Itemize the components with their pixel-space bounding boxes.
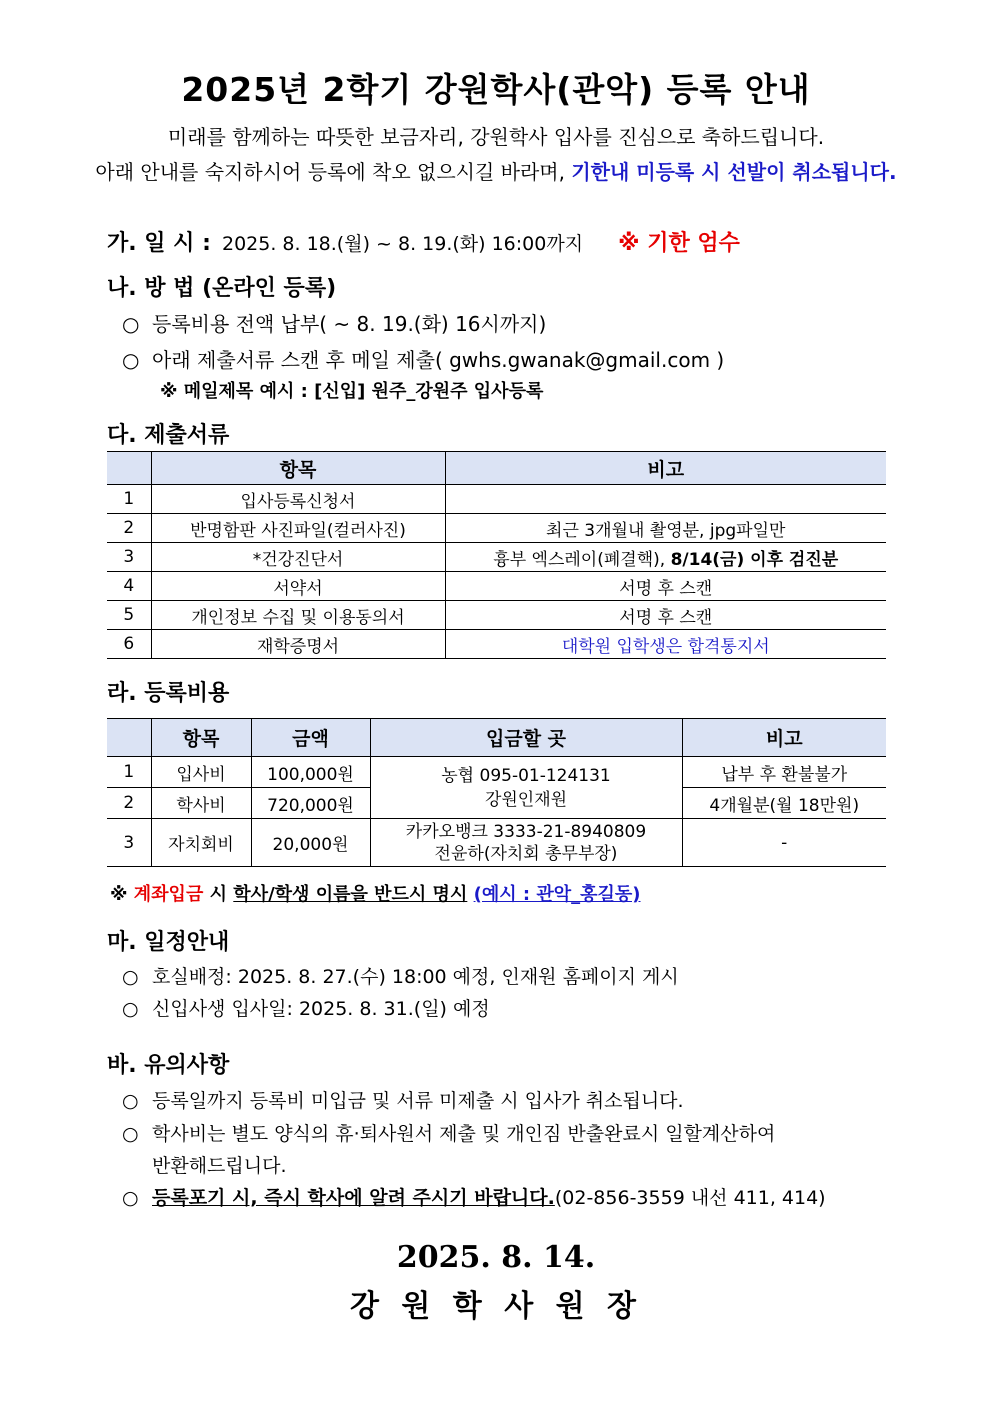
note-mid: 시: [209, 884, 228, 905]
row-number: 3: [107, 543, 151, 572]
row-number: 3: [107, 819, 151, 867]
fees-table: [107, 718, 886, 867]
bullet-circle: ○: [122, 966, 139, 988]
schedule-info-item-1-text: 호실배정: 2025. 8. 27.(수) 18:00 예정, 인재원 홈페이지 게시: [152, 966, 679, 988]
row-remark: [445, 543, 886, 572]
account-nonghyup: [370, 757, 682, 819]
row-number: 6: [107, 630, 151, 659]
section-method-heading: 나. 방 법 (온라인 등록): [107, 276, 337, 301]
caution-item-3: [122, 1183, 826, 1210]
row-amount: 100,000원: [251, 757, 370, 788]
row-remark: 4개월분(월 18만원): [682, 788, 886, 819]
table-row: [107, 630, 886, 659]
method-item-1: [122, 308, 546, 337]
account-holder: 전윤하(자치회 총무부장): [434, 843, 618, 864]
account-number: 카카오뱅크 3333-21-8940809: [405, 821, 647, 842]
note-underlined: 학사/학생 이름을 반드시 명시: [233, 884, 468, 905]
col-header-number: [107, 452, 151, 485]
signer: 강 원 학 사 원 장: [349, 1289, 643, 1324]
row-number: 1: [107, 757, 151, 788]
caution-item-3-bold: 등록포기 시, 즉시 학사에 알려 주시기 바랍니다.: [152, 1187, 555, 1209]
row-item: *건강진단서: [151, 543, 445, 572]
row-item: 개인정보 수집 및 이용동의서: [151, 601, 445, 630]
row-item: 입사등록신청서: [151, 485, 445, 514]
row-number: 2: [107, 788, 151, 819]
schedule-info-item-2-text: 신입사생 입사일: 2025. 8. 31.(일) 예정: [152, 998, 490, 1020]
bullet-circle: ○: [122, 998, 139, 1020]
note-example: (예시 : 관악_홍길동): [473, 884, 641, 905]
row-remark: 대학원 입학생은 합격통지서: [445, 630, 886, 659]
section-schedule-info-heading: 마. 일정안내: [107, 930, 230, 955]
col-header-remark: 비고: [445, 452, 886, 485]
col-header-item: 항목: [151, 452, 445, 485]
row-amount: 20,000원: [251, 819, 370, 867]
section-fees-heading: 라. 등록비용: [107, 681, 230, 706]
row-number: 4: [107, 572, 151, 601]
table-row: [107, 601, 886, 630]
row-item: 재학증명서: [151, 630, 445, 659]
table-row: [107, 572, 886, 601]
bullet-circle: ○: [122, 1123, 139, 1145]
account-number: 농협 095-01-124131: [441, 765, 611, 786]
section-documents-heading: 다. 제출서류: [107, 423, 230, 448]
caution-item-1-text: 등록일까지 등록비 미입금 및 서류 미제출 시 입사가 취소됩니다.: [152, 1090, 684, 1112]
section-cautions-heading: 바. 유의사항: [107, 1053, 230, 1078]
schedule-label: 가. 일 시 :: [107, 231, 211, 256]
note-mark: ※: [110, 884, 128, 905]
table-row: [107, 514, 886, 543]
caution-item-2-cont: 반환해드립니다.: [152, 1155, 287, 1177]
table-row: [107, 757, 886, 788]
row-remark: -: [682, 819, 886, 867]
intro-line-2: [0, 156, 992, 185]
row-item: 서약서: [151, 572, 445, 601]
table-row: [107, 543, 886, 572]
deposit-note: [110, 880, 641, 906]
col-header-item: 항목: [151, 719, 251, 757]
row-remark: 납부 후 환불불가: [682, 757, 886, 788]
schedule-info-item-1: [122, 962, 679, 989]
intro-line-1: 미래를 함께하는 따뜻한 보금자리, 강원학사 입사를 진심으로 축하드립니다.: [167, 125, 825, 149]
row-remark: [445, 485, 886, 514]
row-remark-bold: 8/14(금) 이후 검진분: [670, 549, 839, 570]
section-schedule: [107, 226, 740, 257]
page-title: 2025년 2학기 강원학사(관악) 등록 안내: [181, 70, 811, 109]
bullet-circle: ○: [122, 1090, 139, 1112]
row-remark: 서명 후 스캔: [445, 572, 886, 601]
row-number: 1: [107, 485, 151, 514]
schedule-value: 2025. 8. 18.(월) ~ 8. 19.(화) 16:00까지: [221, 233, 584, 255]
col-header-remark: 비고: [682, 719, 886, 757]
issue-date: 2025. 8. 14.: [396, 1240, 596, 1275]
row-remark: 최근 3개월내 촬영분, jpg파일만: [445, 514, 886, 543]
row-item: 입사비: [151, 757, 251, 788]
row-amount: 720,000원: [251, 788, 370, 819]
bullet-circle: ○: [122, 312, 140, 336]
caution-item-1: [122, 1086, 684, 1113]
deadline-warning: 기한내 미등록 시 선발이 취소됩니다.: [571, 160, 897, 184]
caution-item-2: [122, 1119, 775, 1146]
intro-line-2-text: 아래 안내를 숙지하시어 등록에 착오 없으시길 바라며,: [95, 160, 565, 184]
bullet-circle: ○: [122, 1187, 139, 1209]
col-header-amount: 금액: [251, 719, 370, 757]
row-item: 학사비: [151, 788, 251, 819]
schedule-info-item-2: [122, 994, 490, 1021]
row-number: 2: [107, 514, 151, 543]
method-item-1-text: 등록비용 전액 납부( ~ 8. 19.(화) 16시까지): [152, 312, 547, 336]
col-header-number: [107, 719, 151, 757]
caution-item-3-contact: (02-856-3559 내선 411, 414): [554, 1187, 826, 1209]
documents-table: [107, 451, 886, 659]
caution-item-2-text: 학사비는 별도 양식의 휴·퇴사원서 제출 및 개인짐 반출완료시 일할계산하여: [152, 1123, 776, 1145]
method-item-2-text: 아래 제출서류 스캔 후 메일 제출( gwhs.gwanak@gmail.com ): [152, 348, 725, 372]
col-header-account: 입금할 곳: [370, 719, 682, 757]
bullet-circle: ○: [122, 348, 140, 372]
account-holder: 강원인재원: [484, 789, 568, 810]
note-red: 계좌입금: [133, 884, 204, 905]
method-item-2: [122, 344, 724, 373]
row-remark-text: 흉부 엑스레이(폐결핵),: [493, 549, 671, 570]
row-remark: 서명 후 스캔: [445, 601, 886, 630]
row-item: 반명함판 사진파일(컬러사진): [151, 514, 445, 543]
table-row: [107, 485, 886, 514]
row-item: 자치회비: [151, 819, 251, 867]
schedule-note: ※ 기한 엄수: [618, 231, 740, 256]
row-number: 5: [107, 601, 151, 630]
documents-table-header: [107, 452, 886, 485]
mail-subject-note: ※ 메일제목 예시 : [신입] 원주_강원주 입사등록: [160, 381, 544, 402]
table-row: [107, 819, 886, 867]
account-kakaobank: [370, 819, 682, 867]
fees-table-header: [107, 719, 886, 757]
